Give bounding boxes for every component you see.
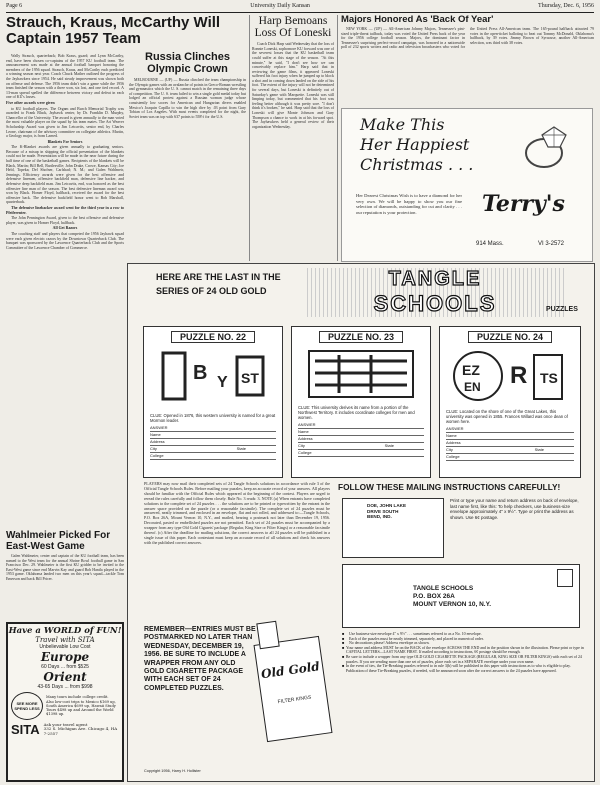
lead-story: [6, 15, 246, 47]
puzzle-22-title: PUZZLE NO. 22: [171, 331, 255, 343]
puzzle-23-address-field[interactable]: Address: [298, 436, 424, 443]
old-gold-tangle-schools-ad: [127, 263, 595, 782]
svg-text:EZ: EZ: [462, 362, 480, 378]
og-rules-text: [144, 482, 330, 620]
terrys-address: 914 Mass.: [476, 241, 504, 247]
og-tangle-word: TANGLE: [304, 268, 566, 291]
pack-variant: FILTER KINGS: [277, 694, 312, 706]
sita-agent: Ask your travel agent: [43, 721, 88, 727]
puzzle-23-form: [292, 420, 430, 459]
puzzle-24-clue: CLUE: Located on the shore of one of the Great Lakes, this university was opened in 1855. Frances Willard was once dean of women here.: [446, 409, 568, 424]
harp-story: [252, 15, 334, 254]
page-number: Page 6: [6, 3, 23, 9]
lead-story-body: [6, 54, 124, 529]
mailing-bullets: [342, 632, 584, 673]
old-gold-pack: [254, 636, 333, 742]
puzzle-22-college-field[interactable]: College: [150, 453, 276, 460]
og-schools-word: SCHOOLS: [304, 291, 566, 317]
majors-body: [341, 27, 594, 101]
puzzle-24-college-field[interactable]: College: [446, 454, 574, 461]
svg-text:EN: EN: [464, 380, 481, 394]
svg-text:B: B: [193, 362, 208, 384]
mailing-bullet: ■ Be sure to include a wrapper from any type OLD GOLD CIGARETTE PACKAGE (REGULAR, KING SIZE OR FILTER KINGS) with each set of 24 puzzles. If you are sending more than one set of puzzles, place each set in a SEPARATE envelope under your own name.: [342, 655, 584, 664]
sita-other-trips: Also low-cost trips to Mexico $169 up, South America $699 up, Hawaii Study Tours $498 up and Around the World $1398 up.: [46, 699, 116, 717]
lead-headline: Strauch, Kraus, McCarthy Will Captain 1957 Team: [6, 14, 221, 47]
envelope-address: [413, 585, 491, 609]
puzzle-24-form: [440, 424, 580, 463]
sita-badge: SEE MORE SPEND LESS: [11, 692, 43, 720]
state-label: State: [534, 447, 544, 452]
wahlmeier-story: [6, 531, 124, 620]
russia-body: [129, 78, 246, 250]
bullet-text: Your name and address MUST be on the BACK of the envelope ACROSS THE END and in the position shown in the illustration. Please print or type in CAPITAL LETTERS—LAST NAME FIRST. If mailed according to instructions, 6¢ postage should be enough.: [346, 645, 584, 655]
svg-text:R: R: [510, 362, 528, 389]
wahlmeier-body: [6, 554, 124, 620]
puzzle-24: [439, 326, 581, 478]
svg-text:ST: ST: [241, 370, 259, 386]
puzzle-22-address-field[interactable]: Address: [150, 439, 276, 446]
razors-subhead: All Get Razors: [52, 226, 78, 231]
russia-paragraph: MELBOURNE — (UP) — Russia clinched the team championship in the Olympic games with an avalanche of points in Greco-Roman wrestling and gymnastics which the U. S. cannot match in the remaining three days of competition. The U. S. team failed to win a single gold medal today but lodged an official protest against a Russian woman judge whose consistently low scores for American and Hungarian divers enabled Mexico's Joaquin Capilla to win the high dive by .03 point from Gary Tobian of Los Angeles. With most events completed for the night, the Soviet team was on top with 637 points to 558½ for the U.S.: [129, 78, 246, 119]
awards-paragraph: to KU football players. The Orgam and Burch Memorial Trophy was awarded to Frank Black, Jayhawk center, by Dr. Franklin D. Murphy, Chancellor of the University. The award is given annually to the man voted the most valuable player on the squad by his team mates. The Art Weaver Scholarship Award was given to Jim Letcavits, senior end, by Charles Leone, chairman of the advisory committee on collegiate athletics. Martin, a Geology major, is from Larned.: [6, 106, 124, 139]
svg-text:TS: TS: [540, 370, 558, 386]
mailing-bullet: ■ Each of the puzzles must be neatly trimmed, separately, and placed in numerical order.: [342, 636, 484, 641]
puzzle-23-title: PUZZLE NO. 23: [319, 331, 403, 343]
puzzle-24-address-field[interactable]: Address: [446, 440, 574, 447]
majors-paragraph: NEW YORK — (UP) — All-American Johnny Majors, Tennessee's pint-sized triple-threat tailback, today was voted the United Press back of the year for the 1956 college football season. Majors, the dominant factor in Tennessee's surprising perfect-record campaign, was honored in a nationwide poll of 232 sports writers and radio and television broadcasters who voted for the United Press All-American team. The 165-pound halfback attracted 79 votes in the open-ticket balloting to beat out Tommy McDonald, Oklahoma's halfback, by 39 votes. Jimmy Brown of Syracuse, another All-American selection, was third with 38 votes.: [341, 26, 594, 50]
majors-story: [341, 15, 594, 101]
xmas-line-3: Christmas . . .: [360, 155, 474, 174]
address-line-3: MOUNT VERNON 10, N.Y.: [413, 601, 492, 608]
mailing-bullet: ■ No decorations please! Address envelope as shown.: [342, 641, 430, 646]
sita-europe: Europe: [40, 650, 90, 664]
puzzle-22-form: [144, 423, 282, 462]
puzzle-23-name-field[interactable]: Name: [298, 429, 424, 436]
envelope-back: [342, 498, 444, 558]
bullet-text: No decorations please! Address envelope as shown.: [349, 641, 430, 646]
og-top-line-1: HERE ARE THE LAST IN THE: [156, 272, 281, 282]
city-label: City: [150, 446, 157, 451]
blankets-paragraph: The K-Blanket awards are given annually to graduating seniors. Because of a mixup in shipping the official presentation of the blankets could not be made. Presentation will be made in the near future during the half time of one of the basketball games. Recipients of the blankets will be Black, Martin; Bill Bell, Bartlesville; John Drake, Crowe, Kansas City; Joe Held, Topeka; Del Shofner, Carlsbad; N. M.; and Galen Wahlmeir, Jennings. Efficiency awards were given for the best offensive and defensive linemen, offensive backfield man, defensive line backer, and defensive deep backfield man. Jim Letcavits, end, was honored as the best offensive line man of the season. The best defensive lineman award was won by Black. Homer Floyd, halfback, received the award for the best offensive back. The defensive backfield honor went to Bob Marshall, quarterback.: [6, 145, 124, 205]
cigarette-icon: [256, 621, 279, 650]
xmas-line-1: Make This: [360, 115, 445, 134]
puzzle-24-image: [450, 347, 570, 405]
puzzle-24-name-field[interactable]: Name: [446, 433, 574, 440]
mailing-bullet: ■ Your name and address MUST be on the BACK of the envelope ACROSS THE END and in the position shown in the illustration. Please print or type in CAPITAL LETTERS—LAST NAME FIRST. If mailed according to instructions, 6¢ postage should be enough.: [342, 645, 584, 655]
harp-paragraph: Coach Dick Harp said Wednesday that the loss of Ronnie Loneski, sophomore KU forward was one of the severest losses that the KU basketball team could suffer at this stage of the season. "At this minute," he said, "I don't see how we can conceivably replace him." Harp said that in reviewing the game films, it appeared Loneski suffered his foot injury when he jumped up to block a shot and in coming down landed on the side of his foot. The extent of the injury will not be determined for several days, but Loneski is definitely out of Saturday's game with Marquette. Loneski was still limping today, but commented that his foot was feeling better although it was pretty sore. "I don't think it's broken," he said. Harp said that the loss of Loneski will give Monte Johnson and Gary Thompson a chance to work in at his forward spot. The Jayhawkers held a general review of their organization Wednesday.: [252, 42, 334, 129]
lead-paragraph: Wally Strauch, quarterback; Bob Kraus, guard; and Lynn McCarthy, end, have been chosen co-captains of the 1957 KU football team. The announcement was made at the annual football banquet honoring the members of the 1956 squad. Strauch, Kraus, and McCarthy each predicted a winning season next year. Coach Chuck Mather outlined the progress of the Jayhawkers since 1954. He said steady improvement was shown both on offense and defense. The 1956 team didn't win a game while the 1956 team finished the season with a three won, six lost, and one tied record. A 13-man spread spelled the difference between victory and defeat in each one of KU's losses.: [6, 54, 124, 100]
stamp-icon: [557, 569, 573, 587]
address-line-1: TANGLE SCHOOLS: [413, 585, 474, 592]
awards-subhead: Five other awards were given: [6, 100, 55, 105]
og-copyright: Copyright 1956, Harry H. Hollister: [144, 769, 201, 773]
og-remember-box: REMEMBER—ENTRIES MUST BE POSTMARKED NO LATER THAN WEDNESDAY, DECEMBER 19, 1956. BE SURE TO INCLUDE A WRAPPER FROM ANY OLD GOLD CIGARETTE PACKAGE WITH EACH SET OF 24 COMPLETED PUZZLES.: [144, 626, 256, 692]
paper-name: University Daily Kansan: [250, 3, 310, 9]
harp-headline: Harp Bemoans Loss Of Loneski: [254, 15, 332, 40]
majors-headline: Majors Honored As 'Back Of Year': [341, 14, 494, 25]
envelope-note: Print or type your name and return address on back of envelope, last name first, like this: To help checkers, use business-size envelope approximately 4" x 9½". Type or print the address as shown. Use 6¢ postage.: [450, 498, 579, 520]
og-puzzles-word: PUZZLES: [546, 306, 578, 313]
terrys-logo: Terry's: [482, 191, 565, 217]
sita-contact: [40, 723, 119, 737]
sita-low-cost: Unbelievable Low Cost: [39, 644, 91, 650]
xmas-paragraph: Her Dearest Christmas Wish is to have a diamond for her very own. We will be happy to show you our fine selection of diamonds, outstanding for cut and clarity . . . our reputation is your protection.: [356, 193, 462, 215]
column-rule: [249, 15, 250, 261]
puzzle-22: [143, 326, 283, 478]
puzzle-23-image: [301, 347, 421, 401]
issue-date: Thursday, Dec. 6, 1956: [538, 3, 594, 9]
envelope-return-address: DOE, JOHN LAKE DRIVE SOUTH BEND, IND.: [367, 503, 407, 519]
sita-address: 332 S. Michigan Ave. Chicago 4, HA 7-2557: [43, 726, 118, 736]
puzzle-23-answer-field[interactable]: ANSWER: [298, 422, 424, 429]
xmas-line-2: Her Happiest: [360, 135, 470, 154]
mailing-bullet: ■ In the event of ties, the Tie-Breaking puzzles referred to in rule 3(b) will be published in this paper with instructions as to who is eligible to play. Publication of these Tie-Breaking puzzles, if needed, will be announced soon after the correct answers to the 24 puzzles have appeared.: [342, 664, 584, 673]
column-rule-2: [337, 15, 338, 261]
bullet-text: Each of the puzzles must be neatly trimmed, separately, and placed in numerical order.: [349, 636, 484, 641]
envelope-front: [342, 564, 580, 628]
address-line-2: P.O. BOX 26A: [413, 593, 455, 600]
puzzle-24-answer-field[interactable]: ANSWER: [446, 426, 574, 433]
razors-paragraph: The coaching staff and players that competed the 1956 Jayhawk squad were each given electric razors by the Downtown Quarterback Club. The banquet was sponsored by the Lawrence Quarterback Club and the Sports Committee of the Lawrence Chamber of Commerce.: [6, 231, 124, 250]
og-rules-paragraph: PLAYERS may now mail their completed sets of 24 Tangle Schools solutions in accordance with rule 3 of the Official Tangle Schools Rules. Before mailing your puzzles, keep an accurate record of your answers. All players should be familiar with the Official Rules which appeared at the beginning of the contest. Players are urged to reread the rules carefully and follow them closely. Rule No. 3 reads: 3. NOTE (a) When entrants have completed solutions to the complete set of 24 puzzles . . . the solutions are to be printed or typewritten by the entrant in the answer space provided on the puzzle (or a reasonable facsimile). The complete set of 24 puzzles must be answered, neatly trimmed, and enclosed in an envelope, flat and not rolled, and addressed to:—Tangle Schools, P.O. Box 26A, Mount Vernon 10, N.Y., and mailed, bearing a postmark not later than December 19, 1956. Decorated, pasted or embellished puzzles are not permitted. Each set of 24 puzzles must be accompanied by a wrapper from any type Old Gold Cigarets' package (Regular, King Size or Filter Kings) or a reasonable facsimile thereof. (c) After the deadline for mailing solutions, the correct answers to all 24 puzzles will be published in a single issue of this paper. Each contestant must keep an accurate record of all solutions and check his answers with the published correct answers.: [144, 482, 330, 545]
puzzle-23: [291, 326, 431, 478]
header-rule: [6, 12, 594, 13]
terrys-phone: VI 3-2572: [538, 241, 565, 247]
sita-credit: Many tours include college credit.: [46, 695, 109, 700]
svg-text:Y: Y: [217, 374, 228, 391]
xmas-headline: [360, 115, 473, 175]
puzzle-22-answer-field[interactable]: ANSWER: [150, 425, 276, 432]
harp-body: [252, 42, 334, 254]
bullet-text: Be sure to include a wrapper from any type OLD GOLD CIGARETTE PACKAGE (REGULAR, KING SIZE OR FILTER KINGS) with each set of 24 puzzles. If you are sending more than one set of puzzles, place each set in a SEPARATE envelope under your own name.: [345, 654, 582, 664]
sita-travel-line: Travel with SITA: [35, 636, 95, 644]
puzzle-23-city-state[interactable]: [298, 443, 424, 450]
russia-headline: Russia Clinches Olympic Crown: [145, 51, 230, 75]
puzzle-23-college-field[interactable]: College: [298, 450, 424, 457]
sita-europe-price: 60 Days ... from $525: [41, 664, 89, 670]
og-title-block: [304, 268, 566, 317]
puzzle-22-clue: CLUE: Opened in 1876, this western university is named for a great Mormon leader.: [150, 413, 276, 423]
blankets-subhead: Blankets For Seniors: [47, 139, 83, 144]
wahlmeier-headline: Wahlmeier Picked For East-West Game: [6, 530, 111, 552]
sita-travel-ad: [6, 622, 124, 782]
state-label: State: [236, 446, 246, 451]
sita-orient-price: 43-65 Days ... from $998: [37, 684, 93, 690]
linebacker-subhead: The defensive linebacker award went for the third year in a row to Pfeiferenter.: [6, 206, 124, 215]
sita-logo: SITA: [11, 722, 40, 737]
state-label: State: [384, 443, 394, 448]
og-follow-heading: FOLLOW THESE MAILING INSTRUCTIONS CAREFULLY!: [338, 482, 561, 492]
og-top-line-2: SERIES OF 24 OLD GOLD: [156, 286, 267, 296]
linebacker-paragraph: The John Pennington Award, given to the best offensive and defensive player, was given to Homer Floyd, halfback.: [6, 216, 124, 225]
puzzle-23-clue: CLUE: This university derives its name from a portion of the Northwest Territory. It includes coordinate colleges for men and women.: [298, 405, 415, 420]
sita-details: [43, 695, 119, 716]
diamond-ring-icon: [514, 117, 584, 181]
mailing-bullet: ■ Use business-size envelope 4" x 9½" . . . sometimes referred to as a No. 10 envelope.: [342, 632, 482, 636]
puzzle-24-city-state[interactable]: [446, 447, 574, 454]
puzzle-22-name-field[interactable]: Name: [150, 432, 276, 439]
wahlmeier-paragraph: Galen Wahlmeier, center and captain of the KU football team, has been named to the West team for the annual Shrine Bowl football game in San Francisco Dec. 29. Wahlmeier is the first KU gridder to be invited to the East-West game since end Marvin Kay and guard Bob Hantla played in the 1953 game. Oklahoma landed two men on this year's squad—tackle Tom Emerson and back Bill Pricer.: [6, 554, 124, 581]
city-label: City: [446, 447, 453, 452]
russia-story: [129, 52, 246, 250]
puzzle-22-city-state[interactable]: [150, 446, 276, 453]
bullet-text: Use business-size envelope 4" x 9½" . . . sometimes referred to as a No. 10 envelope.: [349, 632, 482, 636]
pack-brand: Old Gold: [260, 659, 321, 682]
city-label: City: [298, 443, 305, 448]
xmas-copy: [356, 193, 462, 255]
bullet-text: In the event of ties, the Tie-Breaking puzzles referred to in rule 3(b) will be published in this paper with instructions as to who is eligible to play. Publication of these Tie-Breaking puzzles, if needed, will be announced soon after the correct answers to the 24 puzzles have appeared.: [345, 664, 571, 673]
puzzle-22-image: [153, 347, 273, 409]
puzzle-24-title: PUZZLE NO. 24: [468, 331, 552, 343]
terrys-jewelry-ad: [341, 108, 593, 262]
sita-headline: Have a WORLD of FUN!: [8, 626, 122, 636]
sita-orient: Orient: [43, 670, 87, 684]
